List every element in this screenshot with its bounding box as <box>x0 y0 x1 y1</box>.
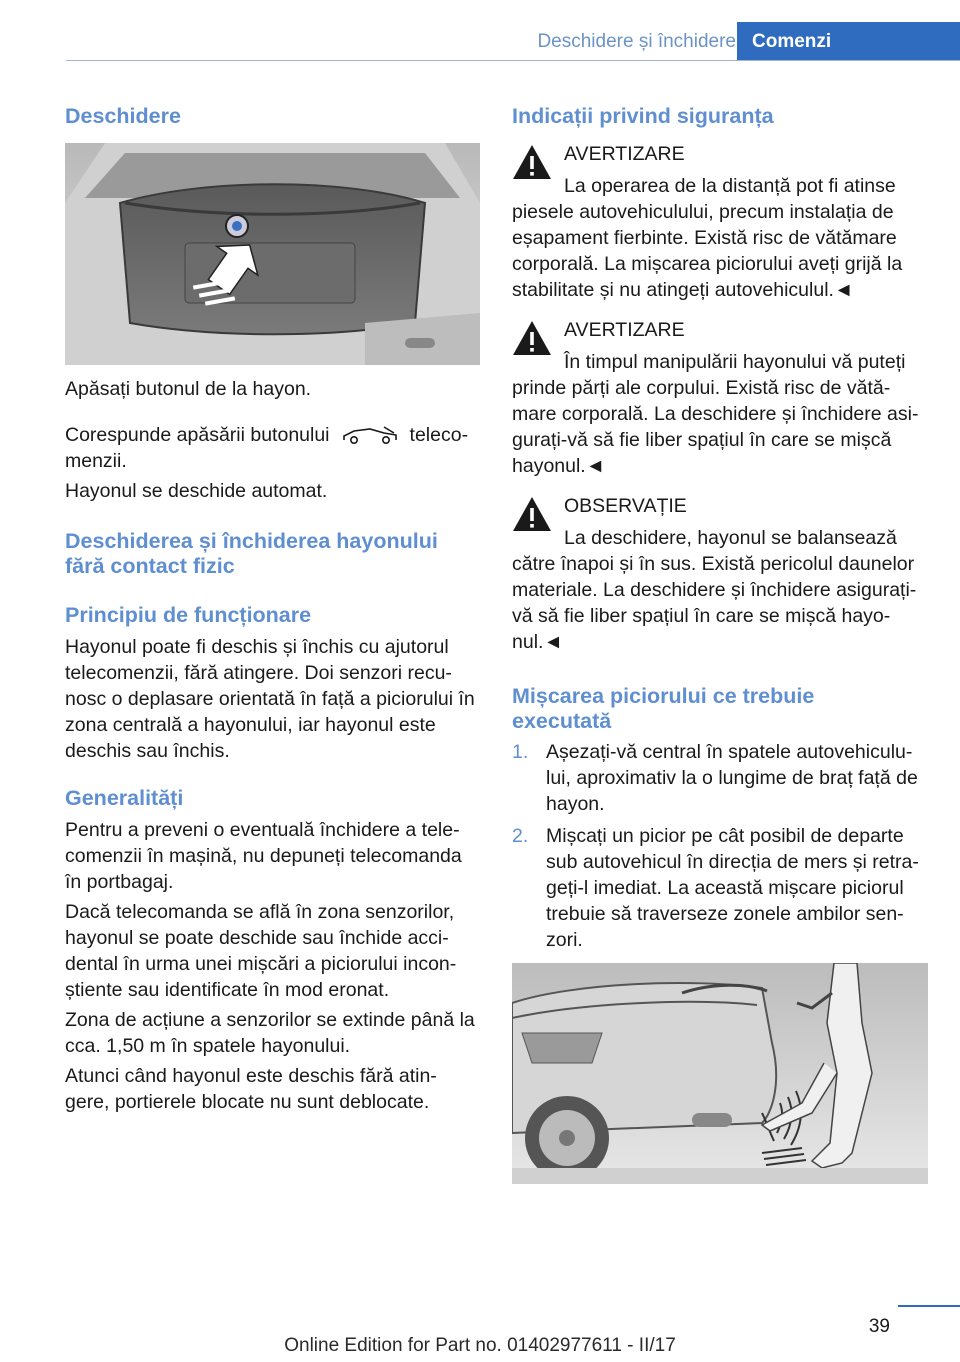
heading-safety: Indicații privind siguranța <box>512 104 774 128</box>
header-divider <box>66 60 960 61</box>
car-tailgate-icon <box>340 425 400 445</box>
page-number: 39 <box>868 1316 890 1337</box>
principle-text: Hayonul poate fi deschis și închis cu ajutorul telecomenzii, fără atingere. Doi senzori recu‐nosc o deplasare orientată în față a piciorului în zona centrală a hayonului, iar hayonul este deschis sau închis. <box>65 636 475 762</box>
warning-1-title: AVERTIZARE <box>564 143 685 165</box>
heading-opening: Deschidere <box>65 104 181 128</box>
general-text-4: Atunci când hayonul este deschis fără atin‐gere, portierele blocate nu sunt deblocate. <box>65 1065 437 1113</box>
general-text-3: Zona de acțiune a senzorilor se extinde până la cca. 1,50 m în spatele hayonului. <box>65 1009 475 1057</box>
note-title: OBSERVAȚIE <box>564 495 687 517</box>
press-instruction: Apăsați butonul de la hayon. <box>65 378 312 400</box>
corresponds-text-a: Corespunde apăsării butonului <box>65 424 330 446</box>
corresponds-text-b: teleco‐ <box>409 424 469 446</box>
list-item <box>512 739 924 817</box>
list-item <box>512 823 924 953</box>
step-number: 1. <box>512 741 529 763</box>
general-text-2: Dacă telecomanda se află în zona senzorilor, hayonul se poate deschide sau închide acci‐dental în urma unei mișcări a piciorului incon‐știente sau identificate în mod eronat. <box>65 901 457 1001</box>
heading-general: Generalități <box>65 786 184 810</box>
warning-1-text: La operarea de la distanță pot fi atinse piesele autovehiculului, precum instalația de eșapament fierbinte. Există risc de vătămare corporală. La mișcarea piciorului aveți grijă la stabilitate și nu atingeți autovehiculul.◄ <box>512 175 903 301</box>
foot-steps-list <box>512 739 924 953</box>
warning-2-text: În timpul manipulării hayonului vă puteți prinde părți ale corpului. Există risc de vătă‐mare corporală. La deschidere și închidere asi‐gurați-vă să fie liber spațiul în care se mișcă hayonul.◄ <box>512 351 919 477</box>
step-number: 2. <box>512 825 529 847</box>
heading-principle: Principiu de funcționare <box>65 603 312 627</box>
footer-divider <box>898 1305 960 1307</box>
edition-footer: Online Edition for Part no. 01402977611 - II/17 <box>284 1335 676 1356</box>
heading-contactless: Deschiderea și închiderea hayonului fără contact fizic <box>65 529 438 578</box>
step-text: Așezați-vă central în spatele autovehiculu‐lui, aproximativ la o lungime de braț față de hayon. <box>546 741 918 815</box>
auto-open-text: Hayonul se deschide automat. <box>65 480 328 502</box>
note-text: La deschidere, hayonul se balansează către înapoi și în sus. Există pericolul daunelor materiale. La deschidere și închidere asigurați-vă să fie liber spațiul în care se mișcă hayo‐nul.◄ <box>512 527 917 653</box>
corresponds-text-c: menzii. <box>65 450 127 472</box>
warning-2-title: AVERTIZARE <box>564 319 685 341</box>
corresponds-paragraph <box>65 422 477 474</box>
tailgate-button-illustration <box>65 143 480 365</box>
header-section-title: Deschidere și închidere <box>537 31 736 52</box>
step-text: Mișcați un picior pe cât posibil de departe sub autovehicul în direcția de mers și retra‐geți-l imediat. La această mișcare piciorul trebuie să traverseze zonele ambilor sen‐zori. <box>546 825 919 951</box>
header-tab: Comenzi <box>737 22 960 61</box>
foot-movement-illustration <box>512 963 928 1184</box>
heading-foot-movement: Mișcarea piciorului ce trebuie executată <box>512 684 815 733</box>
general-text-1: Pentru a preveni o eventuală închidere a tele‐comenzii în mașină, nu depuneți telecomanda în portbagaj. <box>65 819 462 893</box>
